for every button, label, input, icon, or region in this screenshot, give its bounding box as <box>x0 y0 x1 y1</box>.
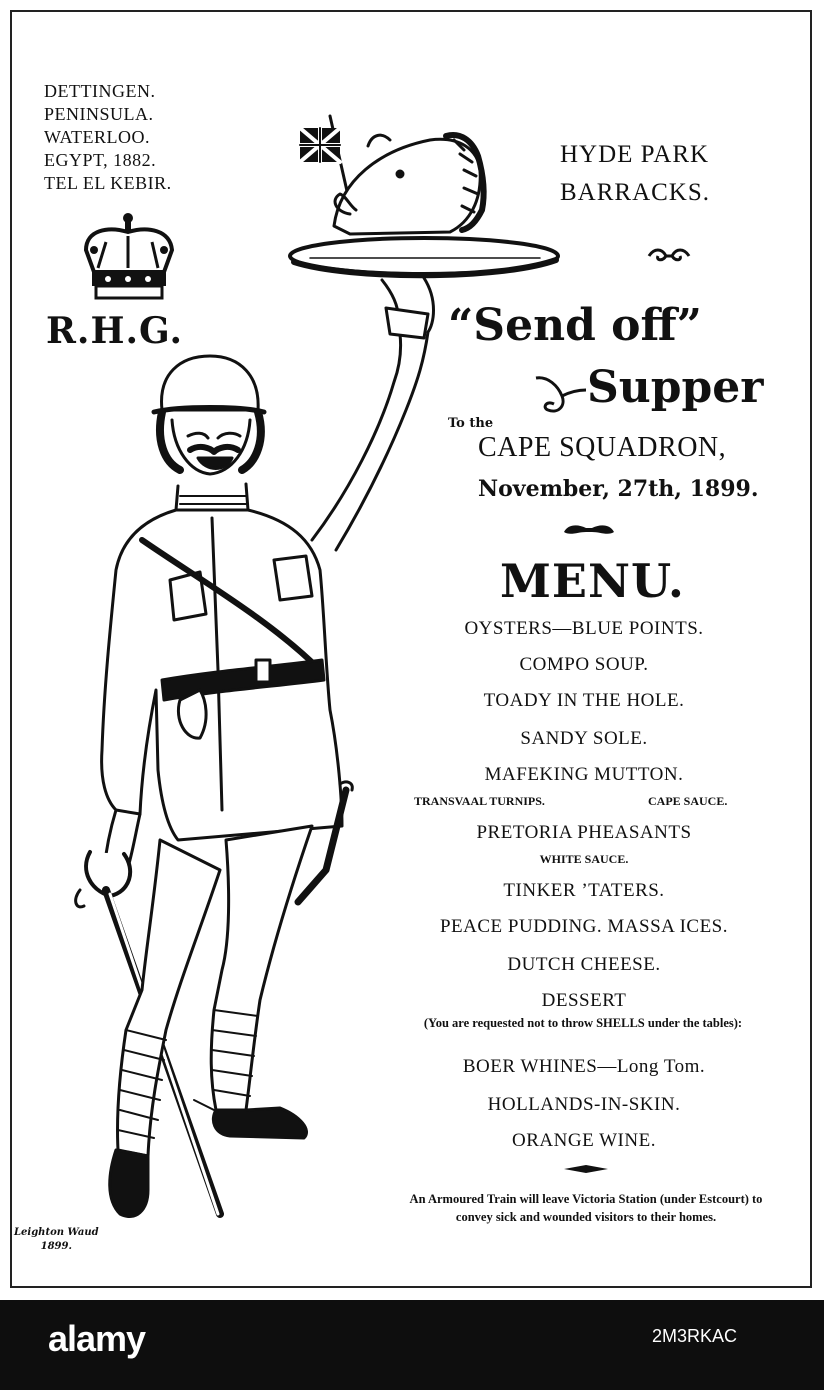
headline-send-off: “Send off” <box>448 300 702 351</box>
menu-item: TINKER ’TATERS. <box>503 880 665 901</box>
image-code: 2M3RKAC <box>652 1326 738 1346</box>
dessert-item: ORANGE WINE. <box>512 1130 656 1151</box>
dessert-note: (You are requested not to throw SHELLS under the tables): <box>423 1016 743 1030</box>
menu-item: PEACE PUDDING. MASSA ICES. <box>439 916 729 937</box>
headline-supper: Supper <box>587 362 764 413</box>
menu-title: MENU. <box>500 554 685 608</box>
dessert-item: HOLLANDS-IN-SKIN. <box>487 1094 681 1115</box>
honour-line: DETTINGEN. <box>44 81 156 101</box>
footer-notice: An Armoured Train will leave Victoria Station (under Estcourt) to convey sick and wounded visitors to their homes. <box>409 1192 763 1224</box>
artist-year: 1899. <box>40 1241 72 1252</box>
menu-side: TRANSVAAL TURNIPS. <box>414 794 545 808</box>
dessert-title: DESSERT <box>541 990 627 1011</box>
soldier-illustration <box>50 110 570 1230</box>
divider-icon <box>564 1164 608 1174</box>
menu-item: SANDY SOLE. <box>520 728 648 749</box>
menu-item: MAFEKING MUTTON. <box>484 764 684 785</box>
to-the-label: To the <box>448 416 494 431</box>
menu-item: PRETORIA PHEASANTS <box>476 822 692 843</box>
artist-name: Leighton Waud <box>14 1227 99 1238</box>
regiment-initials: R.H.G. <box>46 310 183 352</box>
menu-item: COMPO SOUP. <box>519 654 649 675</box>
menu-side: CAPE SAUCE. <box>648 794 728 808</box>
event-date: November, 27th, 1899. <box>478 476 759 502</box>
menu-side: WHITE SAUCE. <box>539 852 629 866</box>
honour-line: WATERLOO. <box>44 127 150 147</box>
venue-line: HYDE PARK <box>560 141 710 168</box>
honour-line: TEL EL KEBIR. <box>44 173 172 193</box>
ornament-icon <box>646 248 692 264</box>
artist-signature <box>14 1226 99 1254</box>
honour-line: EGYPT, 1882. <box>44 150 157 170</box>
menu-item: OYSTERS—BLUE POINTS. <box>464 618 704 639</box>
watermark: alamy <box>48 1318 146 1359</box>
venue-line: BARRACKS. <box>560 179 711 206</box>
squadron-name: CAPE SQUADRON, <box>478 432 727 463</box>
menu-item: DUTCH CHEESE. <box>507 954 661 975</box>
dessert-item: BOER WHINES—Long Tom. <box>462 1056 706 1077</box>
venue <box>560 136 710 212</box>
menu-item: TOADY IN THE HOLE. <box>483 690 685 711</box>
honour-line: PENINSULA. <box>44 104 154 124</box>
